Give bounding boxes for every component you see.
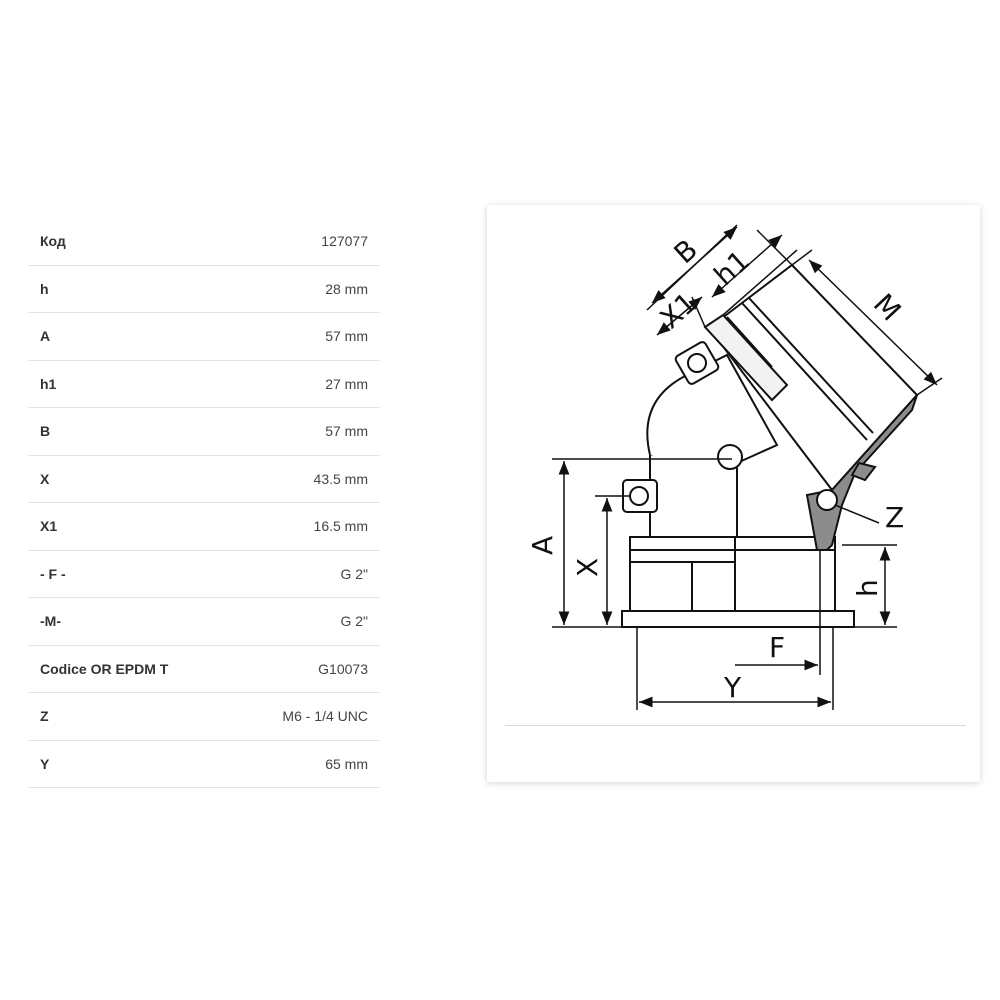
spec-row-h	[28, 266, 380, 314]
spec-label: X	[40, 470, 50, 487]
spec-row-h1	[28, 361, 380, 409]
lug-hole-upper	[688, 354, 706, 372]
spec-row-y	[28, 741, 380, 789]
technical-drawing	[487, 205, 980, 782]
hex-nut	[630, 537, 835, 611]
label-h1: h1	[707, 243, 757, 293]
spec-label: A	[40, 328, 51, 345]
label-f: F	[769, 631, 786, 664]
spec-row-b	[28, 408, 380, 456]
spec-value: G 2"	[340, 565, 368, 582]
spec-value: 16.5 mm	[313, 518, 368, 535]
label-b: B	[667, 232, 704, 271]
spec-row-oring-code	[28, 646, 380, 694]
spec-value: M6 - 1/4 UNC	[282, 708, 368, 725]
spec-value: 127077	[321, 233, 368, 250]
spec-label: h	[40, 280, 49, 297]
spec-label: -M-	[40, 613, 61, 630]
label-x1: X1	[653, 285, 704, 336]
spec-label: Codice OR EPDM T	[40, 660, 169, 677]
technical-drawing-card	[487, 205, 980, 782]
spec-row-x	[28, 456, 380, 504]
spec-row-x1	[28, 503, 380, 551]
label-y: Y	[724, 671, 742, 704]
spec-value: 27 mm	[325, 375, 368, 392]
spec-label: B	[40, 423, 51, 440]
spec-value: 43.5 mm	[313, 470, 368, 487]
spec-value: 57 mm	[325, 328, 368, 345]
spec-value: G10073	[318, 660, 368, 677]
label-a: A	[526, 535, 559, 555]
spec-row-m	[28, 598, 380, 646]
spec-row-z	[28, 693, 380, 741]
spec-value: G 2"	[340, 613, 368, 630]
card-divider	[505, 725, 966, 726]
spec-value: 65 mm	[325, 755, 368, 772]
spec-value: 57 mm	[325, 423, 368, 440]
base-flange	[622, 611, 854, 627]
spec-label: Код	[40, 233, 66, 250]
label-x: X	[571, 557, 604, 577]
lug-hole-lower	[630, 487, 648, 505]
spec-table	[28, 218, 380, 788]
spec-label: h1	[40, 375, 57, 392]
label-z: Z	[885, 501, 905, 534]
label-m: M	[866, 287, 908, 328]
spec-row-f	[28, 551, 380, 599]
spec-label: - F -	[40, 565, 66, 582]
spec-row-a	[28, 313, 380, 361]
bolt-hole-z	[817, 490, 837, 510]
spec-label: Z	[40, 708, 49, 725]
spec-label: X1	[40, 518, 58, 535]
spec-label: Y	[40, 755, 50, 772]
spec-row-code	[28, 218, 380, 266]
spec-value: 28 mm	[325, 280, 368, 297]
label-h: h	[851, 579, 884, 597]
center-hole	[718, 445, 742, 469]
